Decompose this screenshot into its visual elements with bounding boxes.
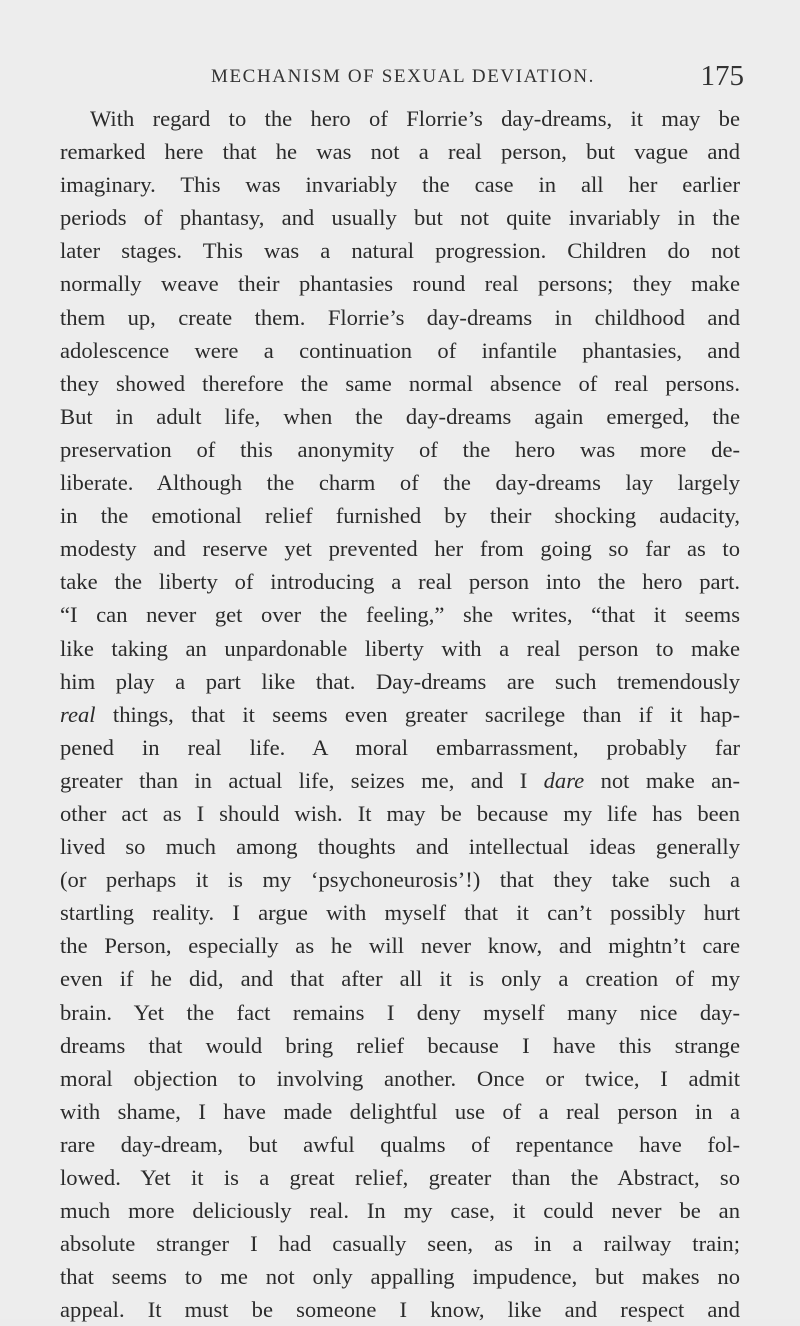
text-line: “I can never get over the feeling,” she writes, “that it seems (60, 602, 740, 628)
running-head (62, 62, 744, 92)
text-line: they showed therefore the same normal absence of real persons. (60, 370, 740, 396)
text-fragment: things, that it seems even greater sacrilege than if it hap- (95, 701, 740, 727)
text-line: normally weave their phantasies round real persons; they make (60, 271, 740, 297)
text-line: much more deliciously real. In my case, it could never be an (60, 1198, 740, 1224)
text-line: later stages. This was a natural progression. Children do not (60, 238, 740, 264)
text-line: in the emotional relief furnished by their shocking audacity, (60, 503, 740, 529)
text-line: (or perhaps it is my ‘psychoneurosis’!) that they take such a (60, 867, 740, 893)
text-line: moral objection to involving another. Once or twice, I admit (60, 1065, 740, 1091)
body-text (60, 102, 740, 1326)
text-line: pened in real life. A moral embarrassment, probably far (60, 734, 740, 760)
text-line: modesty and reserve yet prevented her from going so far as to (60, 536, 740, 562)
text-line: adolescence were a continuation of infantile phantasies, and (60, 337, 740, 363)
text-line: him play a part like that. Day-dreams are such tremendously (60, 668, 740, 694)
text-line: imaginary. This was invariably the case in all her earlier (60, 172, 740, 198)
text-line: preservation of this anonymity of the hero was more de- (60, 436, 740, 462)
text-fragment: not make an- (584, 767, 740, 793)
text-line: lowed. Yet it is a great relief, greater than the Abstract, so (60, 1165, 740, 1190)
page-number: 175 (700, 60, 744, 92)
text-line: lived so much among thoughts and intellectual ideas generally (60, 834, 740, 860)
text-line: But in adult life, when the day-dreams again emerged, the (60, 403, 740, 429)
text-line: With regard to the hero of Florrie’s day-dreams, it may be (90, 106, 740, 131)
text-line: dreams that would bring relief because I have this strange (60, 1032, 740, 1058)
text-line: periods of phantasy, and usually but not quite invariably in the (60, 205, 740, 231)
text-line: them up, create them. Florrie’s day-dreams in childhood and (60, 304, 740, 330)
italic-word: dare (543, 767, 585, 793)
text-line: startling reality. I argue with myself that it can’t possibly hurt (60, 900, 740, 926)
text-line: rare day-dream, but awful qualms of repentance have fol- (60, 1131, 740, 1157)
text-line: like taking an unpardonable liberty with a real person to make (60, 635, 740, 661)
italic-word: real (60, 701, 96, 727)
text-line-with-italic (60, 698, 740, 731)
text-fragment: greater than in actual life, seizes me, and I (60, 767, 544, 793)
running-title: MECHANISM OF SEXUAL DEVIATION. (210, 66, 596, 87)
text-line: even if he did, and that after all it is only a creation of my (60, 966, 740, 992)
text-line: brain. Yet the fact remains I deny myself many nice day- (60, 999, 740, 1025)
text-line: absolute stranger I had casually seen, as in a railway train; (60, 1231, 740, 1257)
text-line: take the liberty of introducing a real person into the hero part. (60, 569, 740, 595)
text-line: remarked here that he was not a real person, but vague and (60, 139, 740, 165)
text-line-with-italic (60, 764, 740, 797)
text-line: liberate. Although the charm of the day-dreams lay largely (60, 470, 740, 496)
text-line: other act as I should wish. It may be because my life has been (60, 800, 740, 826)
text-line: appeal. It must be someone I know, like and respect and (60, 1297, 740, 1323)
text-line: with shame, I have made delightful use of a real person in a (60, 1098, 740, 1124)
text-line: that seems to me not only appalling impudence, but makes no (60, 1264, 740, 1290)
text-line: the Person, especially as he will never know, and mightn’t care (60, 933, 740, 959)
